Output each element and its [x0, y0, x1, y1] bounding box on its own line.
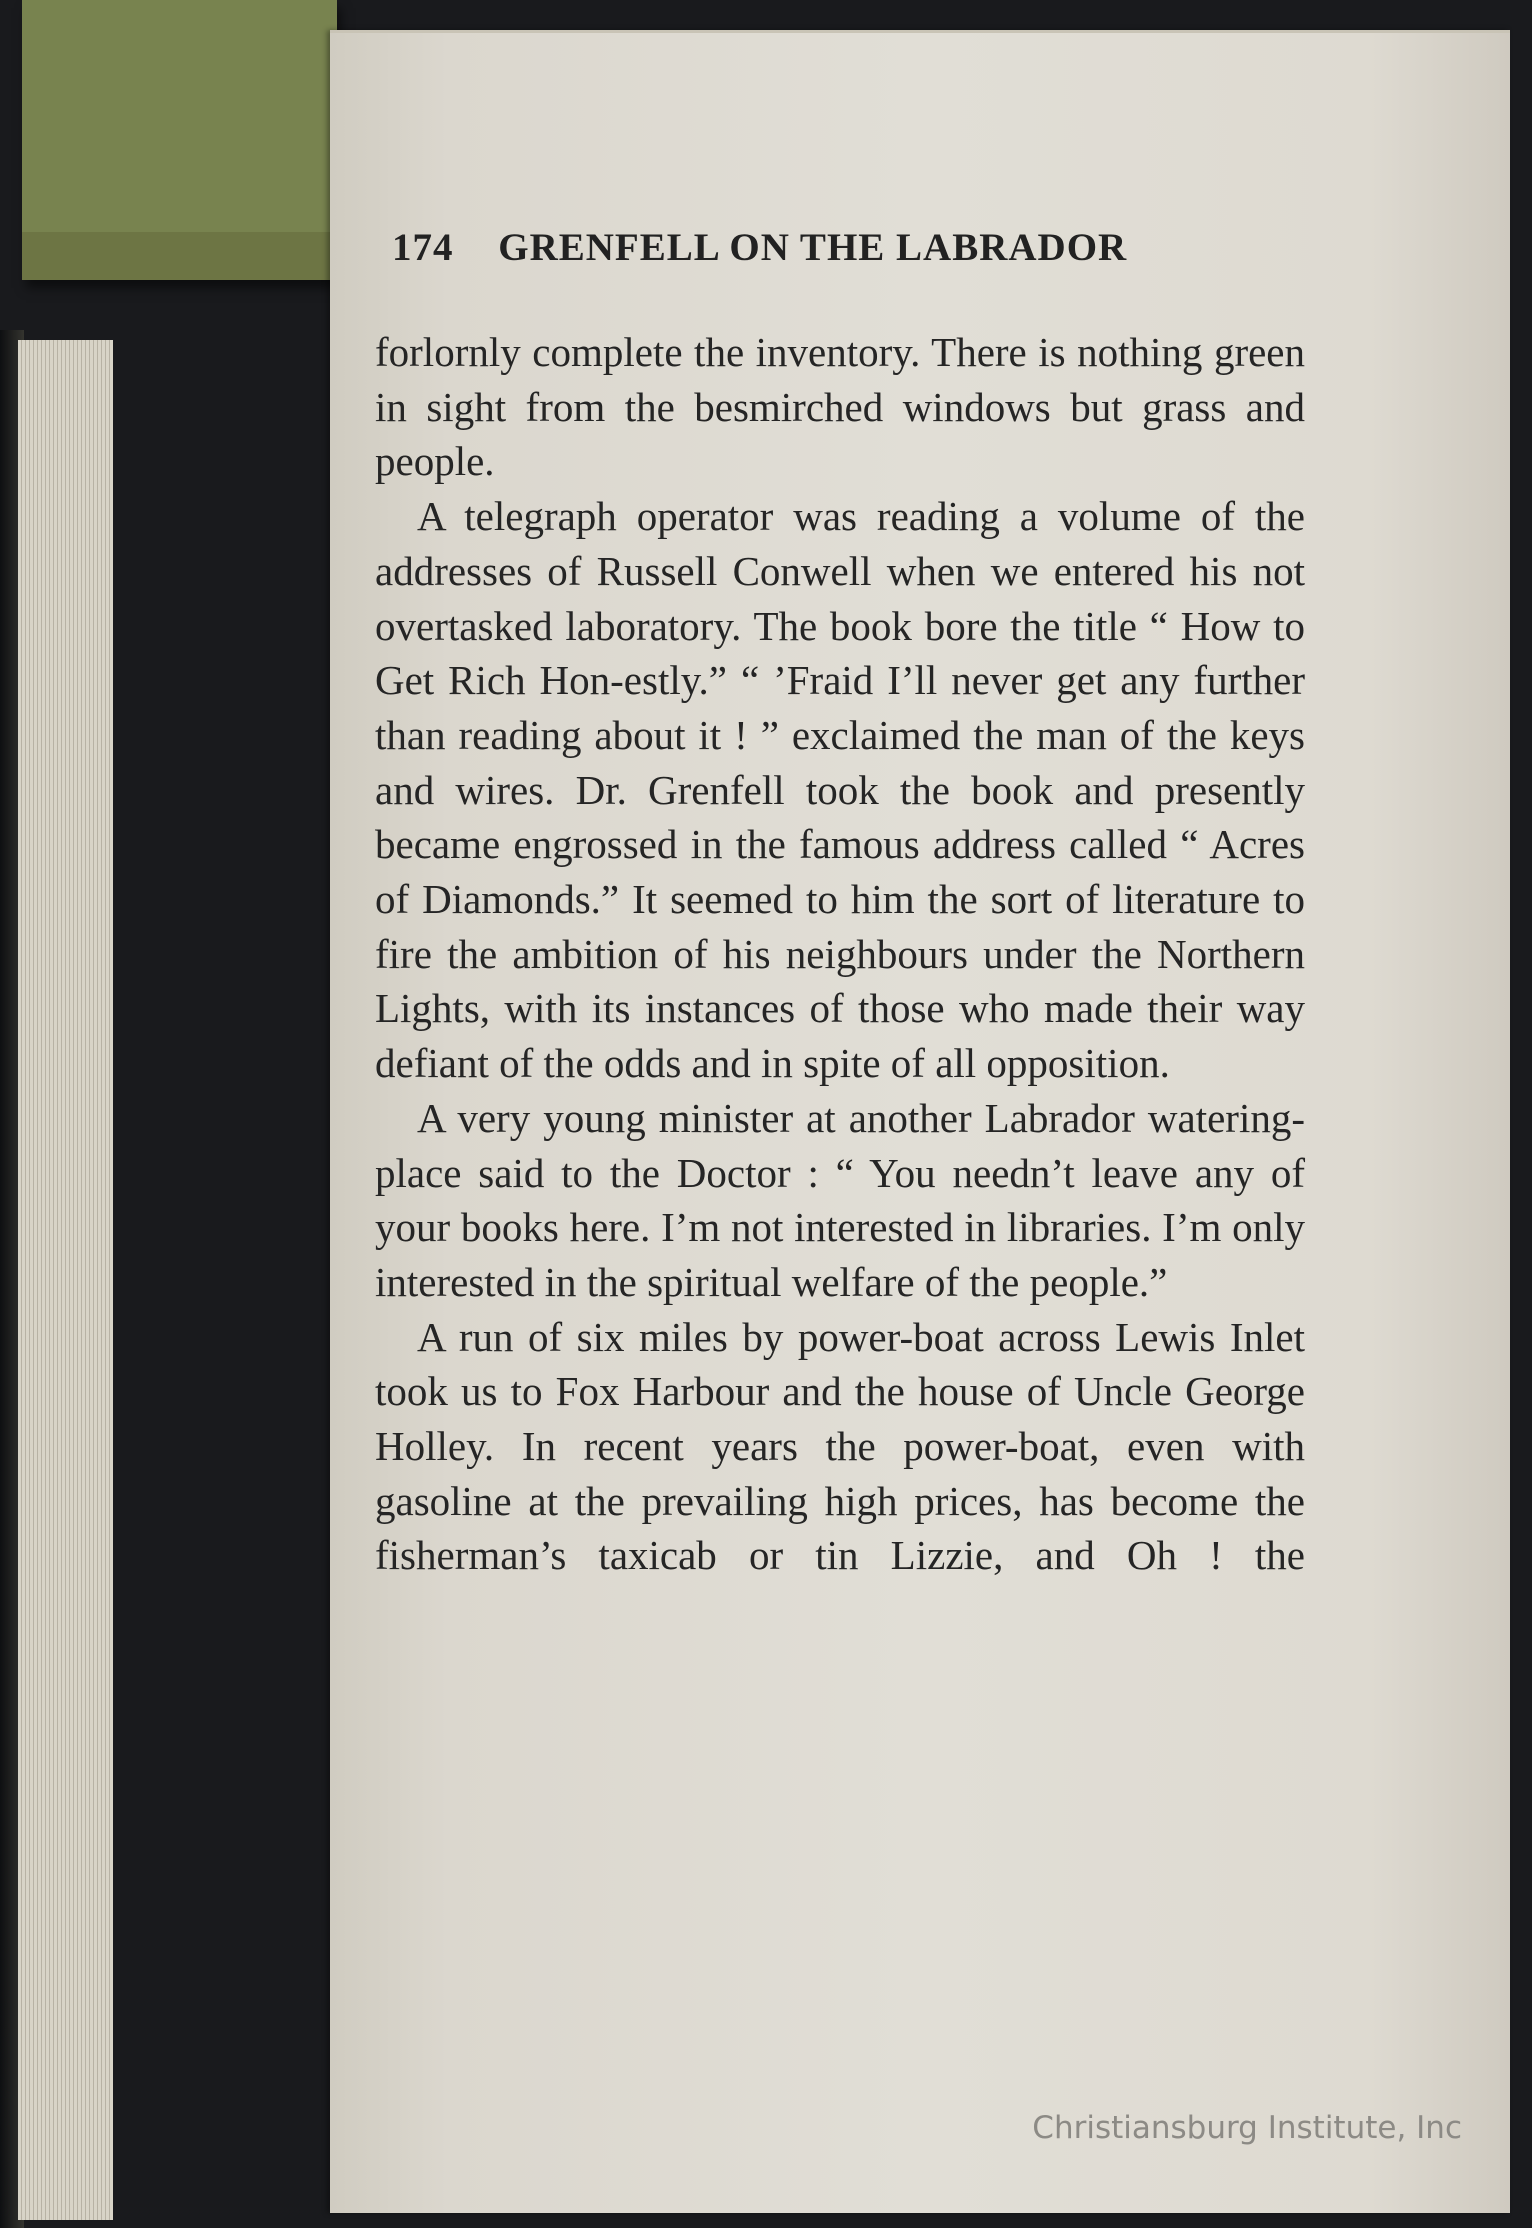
paragraph-4: A run of six miles by power-boat across Lewis Inlet took us to Fox Harbour and the house of Uncle George Holley. In recent years the power-boat, even with gasoline at the prevailing high prices, has become the fisherman’s taxicab or tin Lizzie, and Oh ! the: [375, 1313, 1305, 1579]
paragraph-3: A very young minister at another Labrador watering-place said to the Doctor : “ You needn’t leave any of your books here. I’m not interested in libraries. I’m only interested in the spiritual welfare of the people.”: [375, 1094, 1305, 1305]
book-page: [330, 30, 1510, 2213]
page-header: [392, 225, 1127, 270]
body-text: [375, 325, 1305, 1583]
green-bookmark: [22, 0, 337, 280]
page-number: 174: [392, 226, 454, 269]
watermark: Christiansburg Institute, Inc: [1032, 2110, 1462, 2146]
running-title: GRENFELL ON THE LABRADOR: [498, 226, 1128, 269]
paragraph-2: A telegraph operator was reading a volume of the addresses of Russell Conwell when we entered his not overtasked laboratory. The book bore the title “ How to Get Rich Hon-estly.” “ ’Fraid I’ll never get any further than reading about it ! ” exclaimed the man of the keys and wires. Dr. Grenfell took the book and presently became engrossed in the famous address called “ Acres of Diamonds.” It seemed to him the sort of literature to fire the ambition of his neighbours under the Northern Lights, with its instances of those who made their way defiant of the odds and in spite of all opposition.: [375, 493, 1305, 1087]
paragraph-1: forlornly complete the inventory. There is nothing green in sight from the besmirched windows but grass and people.: [375, 329, 1305, 485]
page-edges: [18, 340, 113, 2220]
